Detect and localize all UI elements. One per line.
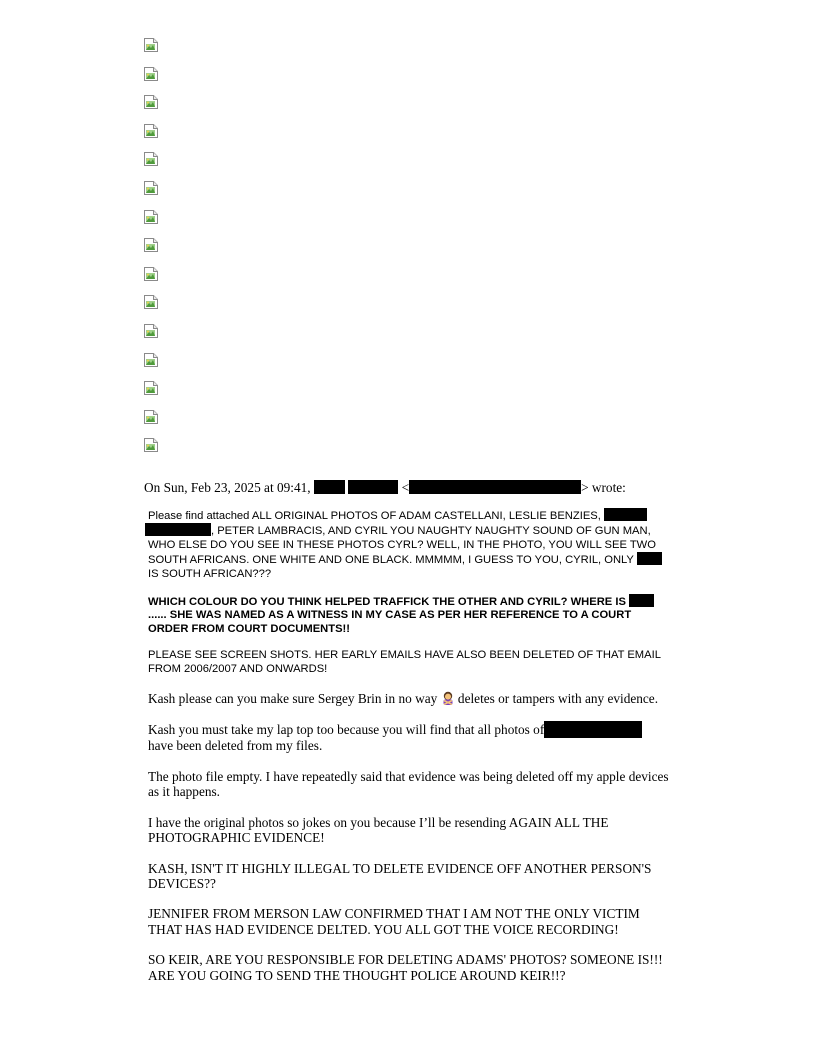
broken-image-icon: [144, 124, 158, 138]
quoted-paragraph-2: [148, 594, 670, 636]
redacted-name-2: [145, 523, 211, 536]
reply-header-prefix: On Sun, Feb 23, 2025 at 09:41,: [144, 480, 311, 495]
redacted-name-5: [544, 721, 642, 738]
broken-image-icon: [144, 238, 158, 252]
broken-image-icon: [144, 181, 158, 195]
redacted-first-name: [314, 480, 345, 494]
quoted-p2-text-a: WHICH COLOUR DO YOU THINK HELPED TRAFFICK THE OTHER AND CYRIL? WHERE IS: [148, 596, 626, 609]
redacted-name-1: [604, 508, 647, 521]
broken-image-icon: [144, 38, 158, 52]
quoted-paragraph-1: [148, 508, 670, 581]
attachment-list: [144, 38, 158, 467]
broken-image-icon: [144, 210, 158, 224]
broken-image-icon: [144, 353, 158, 367]
quoted-paragraph-6: The photo file empty. I have repeatedly said that evidence was being deleted off my apple devices as it happens.: [148, 768, 669, 800]
quoted-paragraph-8: KASH, ISN'T IT HIGHLY ILLEGAL TO DELETE EVIDENCE OFF ANOTHER PERSON'S DEVICES??: [148, 860, 652, 891]
quoted-paragraph-9: JENNIFER FROM MERSON LAW CONFIRMED THAT I AM NOT THE ONLY VICTIM THAT HAS HAD EVIDENCE DELTED. YOU ALL GOT THE VOICE RECORDING!: [148, 906, 640, 937]
broken-image-icon: [144, 152, 158, 166]
quoted-p1-text-b: , PETER LAMBRACIS, AND CYRIL YOU NAUGHTY NAUGHTY SOUND OF GUN MAN, WHO ELSE DO YOU SEE IN THESE PHOTOS CYRL? WELL, IN THE PHOTO, YOU WILL SEE TWO SOUTH AFRICANS. ONE WHITE AND ONE BLACK. MMMMM, I GUESS TO YOU, CYRIL, ONLY: [148, 525, 656, 567]
woman-gesturing-no-icon: [441, 691, 455, 705]
quoted-p2-text-b: ...... SHE WAS NAMED AS A WITNESS IN MY CASE AS PER HER REFERENCE TO A COURT ORDER FROM COURT DOCUMENTS!!: [148, 609, 632, 635]
redacted-email: [409, 480, 581, 494]
broken-image-icon: [144, 267, 158, 281]
broken-image-icon: [144, 324, 158, 338]
broken-image-icon: [144, 410, 158, 424]
reply-header-lt: <: [401, 480, 410, 495]
quoted-message: [148, 508, 670, 983]
quoted-p5-text-b: have been deleted from my files.: [148, 738, 323, 754]
broken-image-icon: [144, 381, 158, 395]
broken-image-icon: [144, 95, 158, 109]
quoted-paragraph-5: [148, 721, 670, 753]
quoted-p1-text-c: IS SOUTH AFRICAN???: [148, 567, 272, 580]
quoted-paragraph-4: [148, 691, 670, 706]
broken-image-icon: [144, 438, 158, 452]
quoted-p5-text-a: Kash you must take my lap top too because you will find that all photos of: [148, 722, 545, 738]
quoted-p4-text-a: Kash please can you make sure Sergey Brin in no way: [148, 691, 438, 707]
quoted-p4-text-b: deletes or tampers with any evidence.: [457, 691, 659, 707]
quoted-paragraph-7: I have the original photos so jokes on you because I’ll be resending AGAIN ALL THE PHOTOGRAPHIC EVIDENCE!: [148, 814, 609, 846]
broken-image-icon: [144, 295, 158, 309]
reply-header: [144, 480, 626, 496]
redacted-name-3: [637, 552, 662, 565]
broken-image-icon: [144, 67, 158, 81]
reply-header-suffix: > wrote:: [581, 480, 626, 495]
quoted-paragraph-10: SO KEIR, ARE YOU RESPONSIBLE FOR DELETING ADAMS' PHOTOS? SOMEONE IS!!! ARE YOU GOING TO SEND THE THOUGHT POLICE AROUND KEIR!!?: [148, 952, 663, 983]
redacted-name-4: [629, 594, 654, 607]
quoted-p1-text-a: Please find attached ALL ORIGINAL PHOTOS OF ADAM CASTELLANI, LESLIE BENZIES,: [148, 510, 601, 522]
quoted-paragraph-3: PLEASE SEE SCREEN SHOTS. HER EARLY EMAILS HAVE ALSO BEEN DELETED OF THAT EMAIL FROM 2006/2007 AND ONWARDS!: [148, 649, 661, 675]
redacted-last-name: [348, 480, 398, 494]
